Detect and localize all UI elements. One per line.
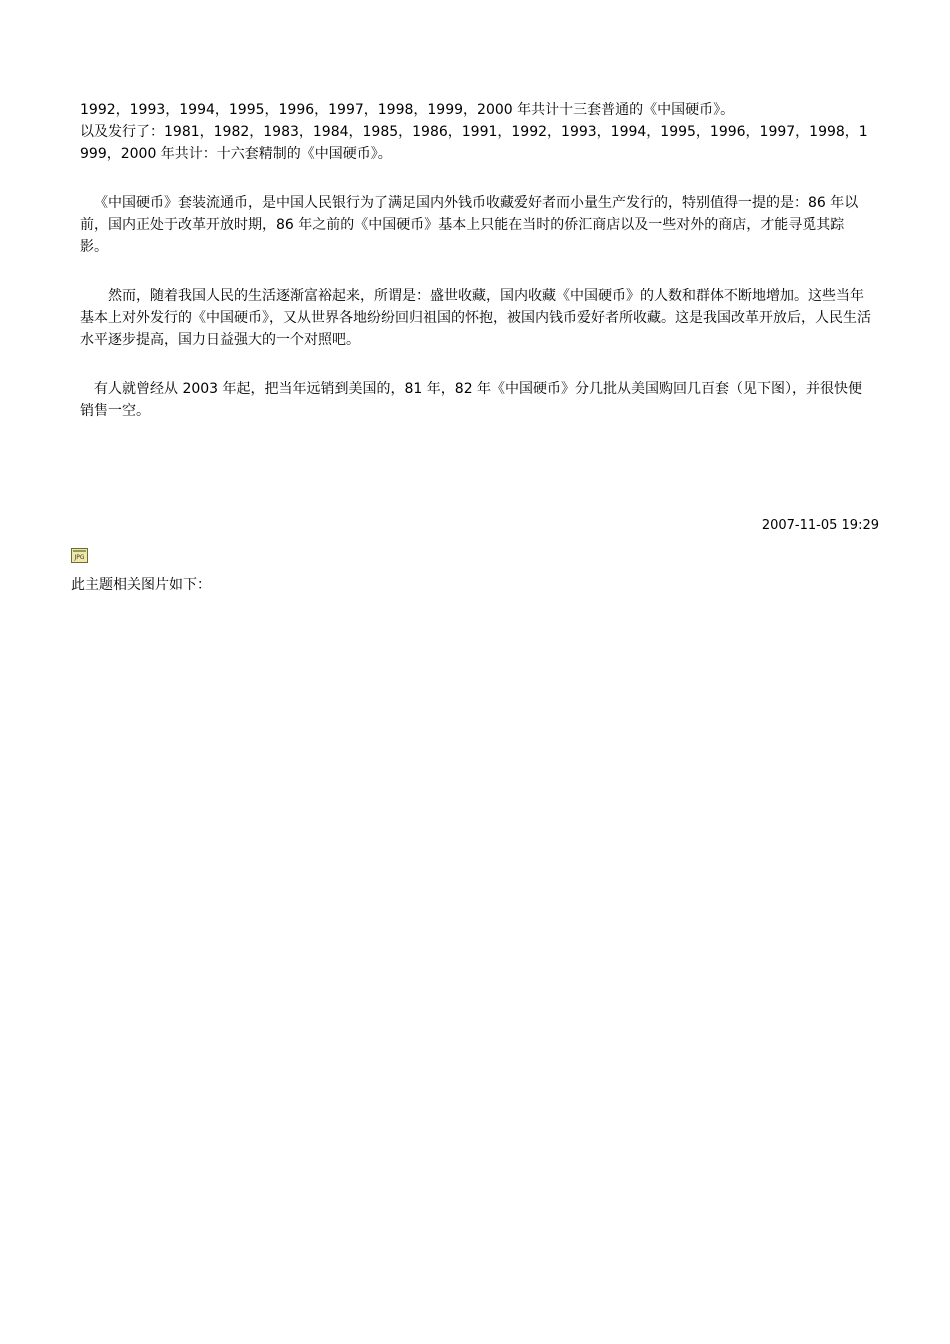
article-body <box>80 99 872 422</box>
article-line: 1992，1993，1994，1995，1996，1997，1998，1999，2000 年共计十三套普通的《中国硬币》。 <box>80 102 735 118</box>
post-timestamp: 2007-11-05 19:29 <box>761 518 879 533</box>
article-paragraph: 以及发行了：1981，1982，1983，1984，1985，1986，1991，1992，1993，1994，1995，1996，1997，1998，1999，2000 年共计：十六套精制的《中国硬币》。 <box>80 124 868 162</box>
jpg-icon-label: JPG <box>74 554 85 561</box>
article-paragraph: 《中国硬币》套装流通币，是中国人民银行为了满足国内外钱币收藏爱好者而小量生产发行的，特别值得一提的是：86 年以前，国内正处于改革开放时期，86 年之前的《中国硬币》基本上只能在当时的侨汇商店以及一些对外的商店，才能寻觅其踪影。 <box>80 195 859 255</box>
jpg-file-icon[interactable] <box>71 548 88 563</box>
article-paragraph: 有人就曾经从 2003 年起，把当年远销到美国的，81 年，82 年《中国硬币》分几批从美国购回几百套（见下图），并很快便销售一空。 <box>80 381 863 419</box>
article-paragraph: 然而，随着我国人民的生活逐渐富裕起来，所谓是：盛世收藏，国内收藏《中国硬币》的人数和群体不断地增加。这些当年基本上对外发行的《中国硬币》，又从世界各地纷纷回归祖国的怀抱，被国内钱币爱好者所收藏。这是我国改革开放后，人民生活水平逐步提高，国力日益强大的一个对照吧。 <box>80 288 871 348</box>
attachment-caption: 此主题相关图片如下： <box>71 577 211 593</box>
